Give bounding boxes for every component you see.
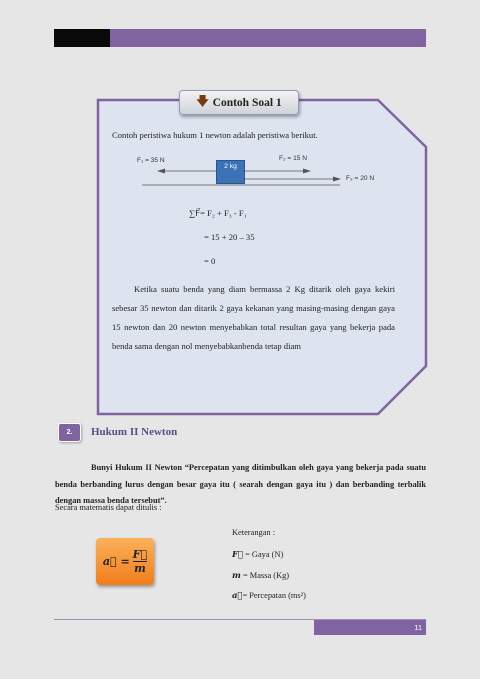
equation-line-2: = 15 + 20 – 35 bbox=[204, 232, 255, 242]
keterangan-symbol: m bbox=[232, 570, 241, 580]
down-arrow-icon: 🡇 bbox=[196, 94, 209, 108]
example-intro: Contoh peristiwa hukum 1 newton adalah peristiwa berikut. bbox=[112, 130, 318, 140]
force-label-f2: F₂ = 15 N bbox=[279, 155, 308, 162]
keterangan-desc: = Massa (Kg) bbox=[240, 571, 290, 580]
keterangan-desc: = Percepatan (ms²) bbox=[242, 591, 306, 600]
keterangan-heading: Keterangan : bbox=[232, 528, 276, 537]
equation-line-1: ∑F⃗= F₂ + F₃ - F₁ bbox=[189, 208, 247, 218]
mass-label: 2 kg bbox=[224, 163, 237, 170]
keterangan-item bbox=[232, 570, 289, 580]
formula-numerator: F⃗ bbox=[132, 548, 148, 561]
formula-lhs: a⃗ = bbox=[102, 555, 130, 568]
force-label-f3: F₃ = 20 N bbox=[346, 175, 375, 182]
keterangan-desc: = Gaya (N) bbox=[242, 550, 284, 559]
mass-block bbox=[216, 160, 245, 184]
example-title-label: Contoh Soal 1 bbox=[212, 96, 282, 109]
example-paragraph: Ketika suatu benda yang diam bermassa 2 Kg ditarik oleh gaya kekiri sebesar 35 newton dan ditarik 2 gaya kekanan yang masing-masing dengan gaya 15 newton dan 20 newton menyebabkan total resultan gaya yang bekerja pada benda sama dengan nol menyebabkanbenda tetap diam bbox=[112, 284, 395, 351]
example-title bbox=[179, 90, 299, 115]
equation-line-3: = 0 bbox=[204, 256, 216, 266]
formula-denominator: m bbox=[134, 562, 146, 575]
math-intro: Secara matematis dapat ditulis : bbox=[55, 503, 162, 512]
keterangan-symbol: a⃗ bbox=[232, 590, 243, 600]
formula-fraction bbox=[133, 549, 147, 574]
formula-box bbox=[96, 538, 154, 585]
section-title: Hukum II Newton bbox=[91, 426, 178, 438]
keterangan-item bbox=[232, 590, 306, 600]
section-number-badge: 2. bbox=[58, 423, 81, 442]
page-number: 11 bbox=[314, 620, 426, 635]
law-statement: Bunyi Hukum II Newton “Percepatan yang ditimbulkan oleh gaya yang bekerja pada suatu benda berbanding lurus dengan besar gaya itu ( searah dengan gaya itu ) dan berbanding terbalik dengan massa benda tersebut”. bbox=[55, 463, 426, 505]
keterangan-symbol: F⃗ bbox=[232, 549, 243, 559]
keterangan-item bbox=[232, 549, 283, 559]
force-label-f1: F₁ = 35 N bbox=[137, 157, 165, 164]
